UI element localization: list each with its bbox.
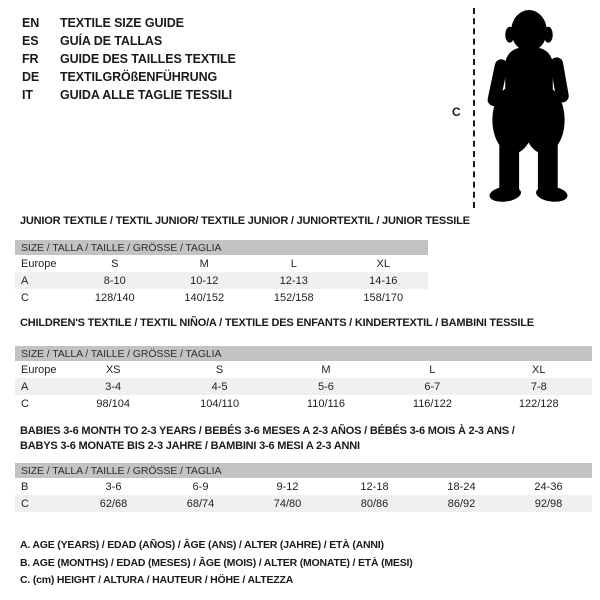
language-code: FR [22,52,39,66]
size-cell: 12-13 [279,274,308,287]
size-cell: 7-8 [530,380,547,393]
language-code: DE [22,70,40,84]
table-title-line: CHILDREN'S TEXTILE / TEXTIL NIÑO/A / TEXTILE DES ENFANTS / KINDERTEXTIL / BAMBINI TESSILE [20,317,534,329]
language-title: GUÍA DE TALLAS [60,34,163,48]
size-cell: XS [105,363,121,376]
children-textile-section [15,316,592,412]
language-row [22,86,236,104]
size-cell: 6-7 [424,380,441,393]
size-cell: 6-9 [192,480,209,493]
height-dashed-line [473,8,475,208]
junior-size-table [15,240,428,306]
row-label: Europe [21,363,57,376]
size-cell: 158/170 [363,291,404,304]
size-cell: 92/98 [534,497,563,510]
language-code: ES [22,34,39,48]
babies-size-table [15,463,592,512]
language-title: GUIDE DES TAILLES TEXTILE [60,52,236,66]
table-row [15,495,592,512]
table-row [15,478,592,495]
row-label: Europe [21,257,57,270]
size-cell: M [199,257,209,270]
size-cell: 4-5 [211,380,228,393]
size-cell: L [290,257,297,270]
size-cell: 122/128 [518,397,559,410]
table-title-line: BABYS 3-6 MONATE BIS 2-3 JAHRE / BAMBINI 3-6 MESI A 2-3 ANNI [20,440,360,452]
language-row [22,50,236,68]
table-row [15,255,428,272]
size-cell: 18-24 [447,480,476,493]
row-label: C [21,497,29,510]
language-code: EN [22,16,40,30]
row-label: C [21,291,29,304]
table-row [15,361,592,378]
size-cell: 14-16 [369,274,398,287]
size-cell: S [215,363,224,376]
size-cell: 104/110 [200,397,240,410]
size-cell: 8-10 [103,274,126,287]
language-title: TEXTILE SIZE GUIDE [60,16,184,30]
size-cell: 5-6 [318,380,334,393]
size-cell: 74/80 [273,497,302,510]
size-cell: S [111,257,119,270]
footnote-c: C. (cm) HEIGHT / ALTURA / HAUTEUR / HÖHE / ALTEZZA [20,574,294,586]
size-cell: XL [532,363,546,376]
language-row [22,32,236,50]
language-title: GUIDA ALLE TAGLIE TESSILI [60,88,233,102]
size-cell: 3-4 [105,380,122,393]
size-header-band: SIZE / TALLA / TAILLE / GRÖSSE / TAGLIA [15,346,592,361]
footnotes-block [20,537,413,590]
babies-textile-section [15,424,592,512]
junior-textile-section [15,214,470,306]
size-cell: 62/68 [99,497,128,510]
children-size-table [15,346,592,412]
size-cell: 140/152 [184,291,225,304]
size-header-band: SIZE / TALLA / TAILLE / GRÖSSE / TAGLIA [15,463,592,478]
size-cell: 12-18 [360,480,389,493]
footnote-b: B. AGE (MONTHS) / EDAD (MESES) / ÂGE (MOIS) / ALTER (MONATE) / ETÀ (MESI) [20,556,413,569]
size-cell: 24-36 [534,480,563,493]
size-cell: 10-12 [190,274,219,287]
size-cell: 86/92 [447,497,476,510]
size-cell: 9-12 [276,480,299,493]
size-cell: L [429,363,436,376]
height-measure-label: C [452,105,461,119]
baby-silhouette-icon [482,8,577,206]
size-cell: 110/116 [306,397,346,410]
size-cell: 98/104 [96,397,131,410]
table-row [15,395,592,412]
babies-table-title [15,424,592,454]
children-table-title [15,316,592,331]
size-cell: M [321,363,331,376]
language-title: TEXTILGRÖßENFÜHRUNG [60,70,218,84]
language-row [22,68,236,86]
language-row [22,14,236,32]
size-cell: 152/158 [273,291,314,304]
size-header-band: SIZE / TALLA / TAILLE / GRÖSSE / TAGLIA [15,240,428,255]
table-row [15,272,428,289]
size-cell: 68/74 [186,497,215,510]
language-code: IT [22,88,33,102]
row-label: A [21,380,29,393]
table-row [15,289,428,306]
size-cell: XL [376,257,390,270]
table-title-line: BABIES 3-6 MONTH TO 2-3 YEARS / BEBÉS 3-6 MESES A 2-3 AÑOS / BÉBÉS 3-6 MOIS À 2-3 ANS / [20,425,515,437]
size-cell: 80/86 [360,497,389,510]
size-cell: 3-6 [105,480,122,493]
language-title-block [22,14,236,104]
row-label: A [21,274,29,287]
row-label: B [21,480,29,493]
size-cell: 116/122 [412,397,452,410]
junior-table-title [15,214,470,229]
size-cell: 128/140 [94,291,135,304]
footnote-a: A. AGE (YEARS) / EDAD (AÑOS) / ÂGE (ANS) / ALTER (JAHRE) / ETÀ (ANNI) [20,539,384,551]
table-title-line: JUNIOR TEXTILE / TEXTIL JUNIOR/ TEXTILE JUNIOR / JUNIORTEXTIL / JUNIOR TESSILE [20,215,470,227]
row-label: C [21,397,29,410]
table-row [15,378,592,395]
